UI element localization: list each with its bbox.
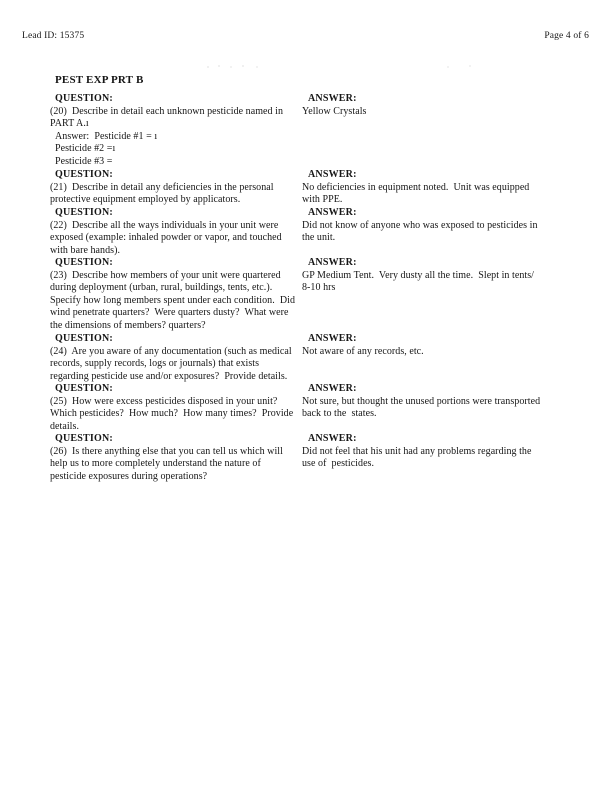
question-column (50, 383, 302, 433)
question-text-line: (21) Describe in detail any deficiencies in the personal (50, 181, 274, 193)
question-text-line: (22) Describe all the ways individuals in your unit were (50, 219, 279, 231)
qa-block (50, 433, 590, 483)
question-text-line: help us to more completely understand the nature of (50, 458, 261, 470)
answer-text-line: Yellow Crystals (302, 105, 367, 117)
page-number-text: Page 4 of 6 (544, 31, 589, 41)
question-text-line: (23) Describe how members of your unit were quartered (50, 269, 281, 281)
answer-label: ANSWER: (308, 383, 357, 394)
qa-block (50, 333, 590, 383)
answer-text-line: Not aware of any records, etc. (302, 345, 424, 357)
answer-label: ANSWER: (308, 257, 357, 268)
qa-row (50, 383, 590, 433)
question-column (50, 207, 302, 257)
answer-text-line: Not sure, but thought the unused portions were transported (302, 395, 541, 407)
question-label: QUESTION: (55, 169, 113, 180)
question-label: QUESTION: (55, 333, 113, 344)
qa-row (50, 257, 590, 333)
question-text-line: details. (50, 420, 80, 432)
question-label: QUESTION: (55, 93, 113, 104)
question-text-line: (20) Describe in detail each unknown pesticide named in (50, 105, 283, 117)
qa-block (50, 207, 590, 257)
answer-text-line: 8-10 hrs (302, 282, 336, 294)
question-column (50, 333, 302, 383)
answer-text-line: the unit. (302, 232, 336, 244)
qa-block (50, 93, 590, 169)
page-header (0, 31, 611, 47)
qa-block (50, 383, 590, 433)
qa-row (50, 93, 590, 169)
question-text-line: exposed (example: inhaled powder or vapor, and touched (50, 232, 282, 244)
question-text-line: PART A.ı (50, 118, 89, 130)
question-text-line: protective equipment employed by applicators. (50, 194, 241, 206)
question-text-line: (25) How were excess pesticides disposed in your unit? (50, 395, 278, 407)
answer-column (302, 207, 590, 245)
question-text-line: during deployment (urban, rural, buildings, tents, etc.). (50, 282, 273, 294)
question-text-line: records, supply records, logs or journals) that exists (50, 358, 260, 370)
question-text-line: regarding pesticide use and/or exposures? Provide details. (50, 370, 288, 382)
qa-block-list (50, 93, 590, 483)
question-column (50, 257, 302, 333)
document-body (50, 74, 590, 483)
answer-label: ANSWER: (308, 333, 357, 344)
question-label: QUESTION: (55, 433, 113, 444)
qa-block (50, 257, 590, 333)
answer-text-line: No deficiencies in equipment noted. Unit was equipped (302, 181, 530, 193)
answer-text-line: use of pesticides. (302, 458, 375, 470)
question-extra-line: Pesticide #3 = (55, 155, 113, 167)
question-extra-line: Pesticide #2 =ı (55, 143, 116, 155)
question-text-line: Specify how long members spent under each condition. Did (50, 294, 296, 306)
question-column (50, 433, 302, 483)
answer-column (302, 93, 590, 118)
answer-column (302, 433, 590, 471)
answer-text-line: GP Medium Tent. Very dusty all the time. Slept in tents/ (302, 269, 535, 281)
question-label: QUESTION: (55, 257, 113, 268)
section-title: PEST EXP PRT B (55, 74, 144, 86)
scan-artifact (205, 64, 495, 70)
answer-column (302, 257, 590, 295)
answer-text-line: with PPE. (302, 194, 343, 206)
question-extra-line: Answer: Pesticide #1 = ı (55, 130, 158, 142)
question-text-line: the dimensions of members? quarters? (50, 319, 206, 331)
question-column (50, 93, 302, 169)
qa-block (50, 169, 590, 207)
qa-row (50, 169, 590, 207)
qa-row (50, 207, 590, 257)
answer-label: ANSWER: (308, 93, 357, 104)
answer-label: ANSWER: (308, 207, 357, 218)
question-text-line: wind penetrate quarters? Were quarters dusty? What were (50, 307, 289, 319)
question-text-line: (26) Is there anything else that you can tell us which will (50, 445, 283, 457)
lead-id-text: Lead ID: 15375 (22, 31, 85, 41)
answer-label: ANSWER: (308, 169, 357, 180)
qa-row (50, 333, 590, 383)
answer-column (302, 333, 590, 358)
answer-label: ANSWER: (308, 433, 357, 444)
question-text-line: with bare hands). (50, 244, 120, 256)
question-text-line: (24) Are you aware of any documentation (such as medical (50, 345, 292, 357)
question-text-line: Which pesticides? How much? How many times? Provide (50, 408, 294, 420)
answer-column (302, 383, 590, 421)
qa-row (50, 433, 590, 483)
answer-column (302, 169, 590, 207)
question-label: QUESTION: (55, 383, 113, 394)
question-label: QUESTION: (55, 207, 113, 218)
question-column (50, 169, 302, 207)
question-text-line: pesticide exposures during operations? (50, 470, 208, 482)
answer-text-line: back to the states. (302, 408, 377, 420)
answer-text-line: Did not feel that his unit had any problems regarding the (302, 445, 532, 457)
answer-text-line: Did not know of anyone who was exposed to pesticides in (302, 219, 538, 231)
